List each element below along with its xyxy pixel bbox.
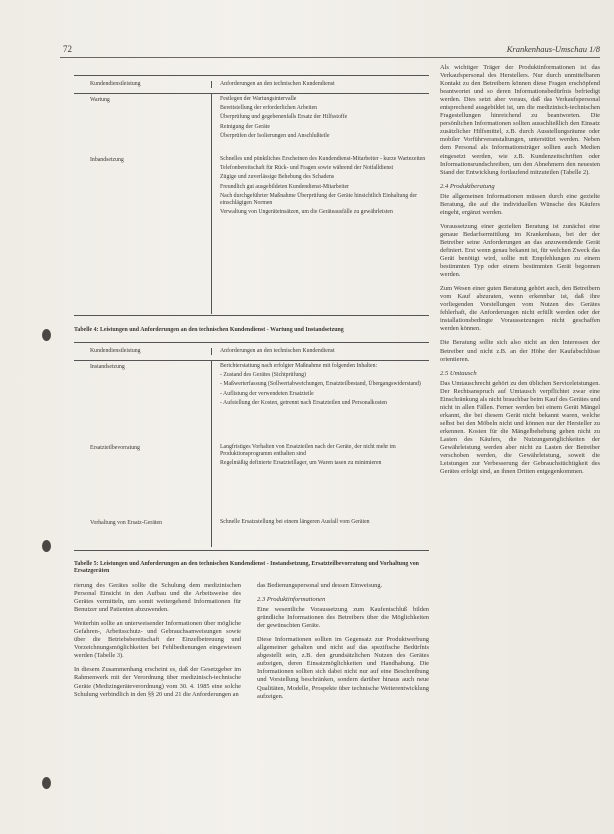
list-item: Überprüfung und gegebenenfalls Ersatz der Hilfsstoffe (220, 114, 348, 121)
list-item: Regelmäßig definierte Ersatzteillager, um Waren tasen zu minimieren (220, 460, 382, 467)
row-items (211, 442, 429, 517)
table-head-left: Kundendienstleistung (90, 347, 141, 354)
row-items (211, 154, 429, 314)
row-items (211, 517, 429, 547)
paragraph: Diese Informationen sollten im Gegensatz zur Produktwerbung allgemeiner gehalten und nicht auf das spezifische Bedürfnis abgestellt sein, z.B. den grundsätzlichen Nutzen des Gerätes aufzeigen, deren Einsatzmöglichkeiten und Handhabung. Die Informationen sollten sich dabei nicht nur auf eine Beschreibung und Vorstellung beschränken, sondern darüber hinaus auch neue Qualitäten, Modelle, Prospekte über technische Weiterentwicklung aufzeigen. (257, 636, 429, 700)
middle-text-column (257, 582, 429, 707)
table-row (74, 517, 429, 547)
section-heading: 2.5 Umtausch (440, 369, 477, 377)
list-item: Festlegen der Wartungsintervalle (220, 96, 297, 102)
list-item: Freundlich gut ausgebildeten Kundendienst-Mitarbeiter (220, 183, 349, 190)
paragraph: rierung des Gerätes sollte die Schulung dem medizinischen Personal Einsicht in den Aufbau und die Arbeitsweise des Gerätes vermitteln, um somit weitergehend Informationen für Benutzer und Patienten abzuwenden. (74, 582, 241, 614)
table-4-caption: Tabelle 4: Leistungen und Anforderungen an den technischen Kundendienst - Wartung und Instandsetzung (74, 327, 344, 333)
paragraph: In diesem Zusammenhang erscheint es, daß der Gesetzgeber im Rahmenwerk mit der Verordnung über medizinisch-technische Geräte (Medizingeräteverordnung) vom 30. 4. 1985 eine solche Schulung verbindlich in den §§ 20 und 21 die Anforderungen an (74, 666, 241, 698)
punch-hole (42, 329, 51, 341)
punch-hole (42, 777, 51, 789)
paragraph: das Bedienungspersonal und dessen Einweisung. (257, 582, 383, 589)
section-heading: 2.3 Produktinformationen (257, 596, 326, 604)
running-title: Krankenhaus-Umschau 1/8 (506, 44, 600, 54)
page-number: 72 (63, 44, 72, 54)
table-header (74, 76, 429, 94)
table-5-caption: Tabelle 5: Leistungen und Anforderungen an den technischen Kundendienst - Instandsetzung, Ersatzteilbevorratung und Vorhaltung von Ersatzgeräten (74, 561, 419, 575)
row-label: Inbandsetzung (90, 157, 124, 163)
page-header (60, 44, 600, 58)
list-item: - Maßwerterfassung (Sollwertabweichungen, Ersatzteilbestand, Übergangswiderstand) (220, 381, 421, 388)
paragraph: Die Beratung sollte sich also nicht an den Interessen der Betreiber und nicht z.B. an der Höhe der Kaufabschlüsse orientieren. (440, 339, 600, 363)
table-head-right: Anforderungen an den technischen Kundendienst (211, 348, 429, 355)
list-item: Langfristiges Vorhalten von Ersatzteilen nach der Geräte, der nicht mehr im Produktionsprogramm enthalten sind (220, 444, 396, 458)
table-header (74, 343, 429, 361)
list-item: Zügige und zuverlässige Behebung des Schadens (220, 174, 335, 181)
row-items (211, 94, 429, 154)
table-row (74, 361, 429, 442)
table-head-left: Kundendienstleistung (90, 80, 141, 87)
table-row (74, 94, 429, 154)
paragraph: Das Umtauschrecht gehört zu den üblichen Serviceleistungen. Der Rechtsanspruch auf Umtausch verpflichtet zwar eine Einschränkung als nicht brauchbar beim Kauf des Gerätes und nicht in allen Fällen. Ferner werden bei einem Gerät Mängel erkannt, die bei diesem Gerät nicht bekannt waren, welche selbst bei den Möbeln nicht und können nur der Hersteller zu erkennen. Kosten für die Mängelbehebung gehen nicht zu Lasten des Käufers, die Nutzungsmöglichkeiten der Gewährleistung werden aber nicht zu Lasten der Betreiber verschoben werden, die Gewährleistung, soweit die Leistungen zur Verbesserung der Gebrauchstüchtigkeit des Gerätes erfolgt sind, an ihnen Dritten entgegenkommen. (440, 379, 600, 476)
list-item: Verwaltung von Ungeräteinsätzen, um die Geräteausfälle zu gewährleisten (220, 209, 393, 216)
section-heading: 2.4 Produktberatung (440, 182, 495, 190)
list-item: Schnelles und pünktliches Erscheinen des Kundendienst-Mitarbeiter - kurze Wartezeiten (220, 156, 426, 162)
row-items (211, 361, 429, 442)
row-label: Instandsetzung (90, 364, 125, 370)
list-item: - Auflistung der verwendeten Ersatzteile (220, 390, 314, 397)
right-text-column (440, 64, 600, 482)
list-item: - Aufstellung der Kosten, getrennt nach Ersatzteilen und Personalkosten (220, 399, 387, 406)
list-item: Bereitstellung der erforderlichen Arbeiten (220, 105, 318, 112)
row-label: Vorhaltung von Ersatz-Geräten (90, 520, 163, 526)
list-item: Schnelle Ersatzstellung bei einem längeren Ausfall vom Geräten (220, 519, 370, 525)
table-row (74, 442, 429, 517)
list-item: - Zustand des Gerätes (Sichtprüfung) (220, 372, 306, 379)
table-5 (74, 342, 429, 551)
paragraph: Die allgemeinen Informationen müssen durch eine gezielte Beratung, die auf die individuellen Wünsche des Käufers eingeht, ergänzt werden. (440, 192, 600, 216)
list-item: Überprüfen der Isolierungen und Anschlußteile (220, 132, 330, 139)
paragraph: Weiterhin sollte an unterweisender Informationen über mögliche Gefahren-, Arbeitsschutz- und Gebrauchsanweisungen sowie über die Betriebsbereitschaft der Einzelbetreuung und Vorzeichnungsmöglichkeiten bei Fehlbedienungen eingewiesen werden (Tabelle 3). (74, 620, 241, 660)
paragraph: Voraussetzung einer gezielten Beratung ist zunächst eine genaue Bedarfsermittlung im Krankenhaus, bei der der Betreiber seine Anforderungen an das anzuwendende Gerät definiert. Erst wenn genau bekannt ist, für welchen Zweck das Gerät benötigt wird, sollte mit Empfehlungen zu einem bestimmten Typ oder einem bestimmten Gerät begonnen werden. (440, 222, 600, 279)
left-text-column (74, 582, 241, 705)
row-label: Ersatzteilbevorratung (90, 445, 140, 451)
table-row (74, 154, 429, 314)
row-label: Wartung (90, 97, 110, 103)
list-item: Berichterstattung nach erfolgter Maßnahme mit folgenden Inhalten: (220, 363, 378, 369)
list-item: Reinigung der Geräte (220, 123, 270, 130)
header-rule (60, 57, 600, 58)
paragraph: Zum Wesen einer guten Beratung gehört auch, den Betreibern vom Kauf abzuraten, wenn erkennbar ist, daß ihre vorliegenden Vorstellungen vom Nutzen des Gerätes fehlerhaft, die Anforderungen nicht erfüllt werden oder der installationsbedingte Voraussetzungen nicht geschaffen werden können. (440, 285, 600, 333)
list-item: Telefonbereitschaft für Rück- und Fragen sowie während der Notfalldienst (220, 165, 394, 172)
punch-hole (42, 540, 51, 552)
paragraph: Als wichtiger Träger der Produktinformationen ist das Verkaufspersonal des Herstellers. Nur durch unmittelbaren Kontakt zu den Betreibern können diese Fragen erschöpfend beantwortet und so deren Informationsbedürfnis befriedigt werden. Dies setzt aber voraus, daß das Verkaufspersonal entsprechend ausgebildet ist, um die medizinisch-technischen Fragestellungen hinreichend zu beantworten. Die persönlichen Informationen sollten ausschließlich den Einsatz zusätzlicher Hilfsmittel, z.B. durch Ausstellungsräume oder mobiler Vorführveranstaltungen, unterstützt werden. Neben dem Personal als Informationsträger sollten auch Medien eingesetzt werden, wie z.B. Kundenzeitschriften oder Informationsrundschreiben, um den Abnehmern den neuesten Stand der Entwicklung fortlaufend mitzuteilen (Tabelle 2). (440, 64, 600, 176)
table-4 (74, 75, 429, 316)
table-head-right: Anforderungen an den technischen Kundendienst (211, 81, 429, 88)
list-item: Nach durchgeführter Maßnahme Überprüfung der Geräte hinsichtlich Einhaltung der einschlägigen Normen (220, 192, 418, 207)
paragraph: Eine wesentliche Voraussetzung zum Kaufentschluß bilden gründliche Informationen des Betreibers über die Möglichkeiten der gewünschten Geräte. (257, 606, 429, 630)
